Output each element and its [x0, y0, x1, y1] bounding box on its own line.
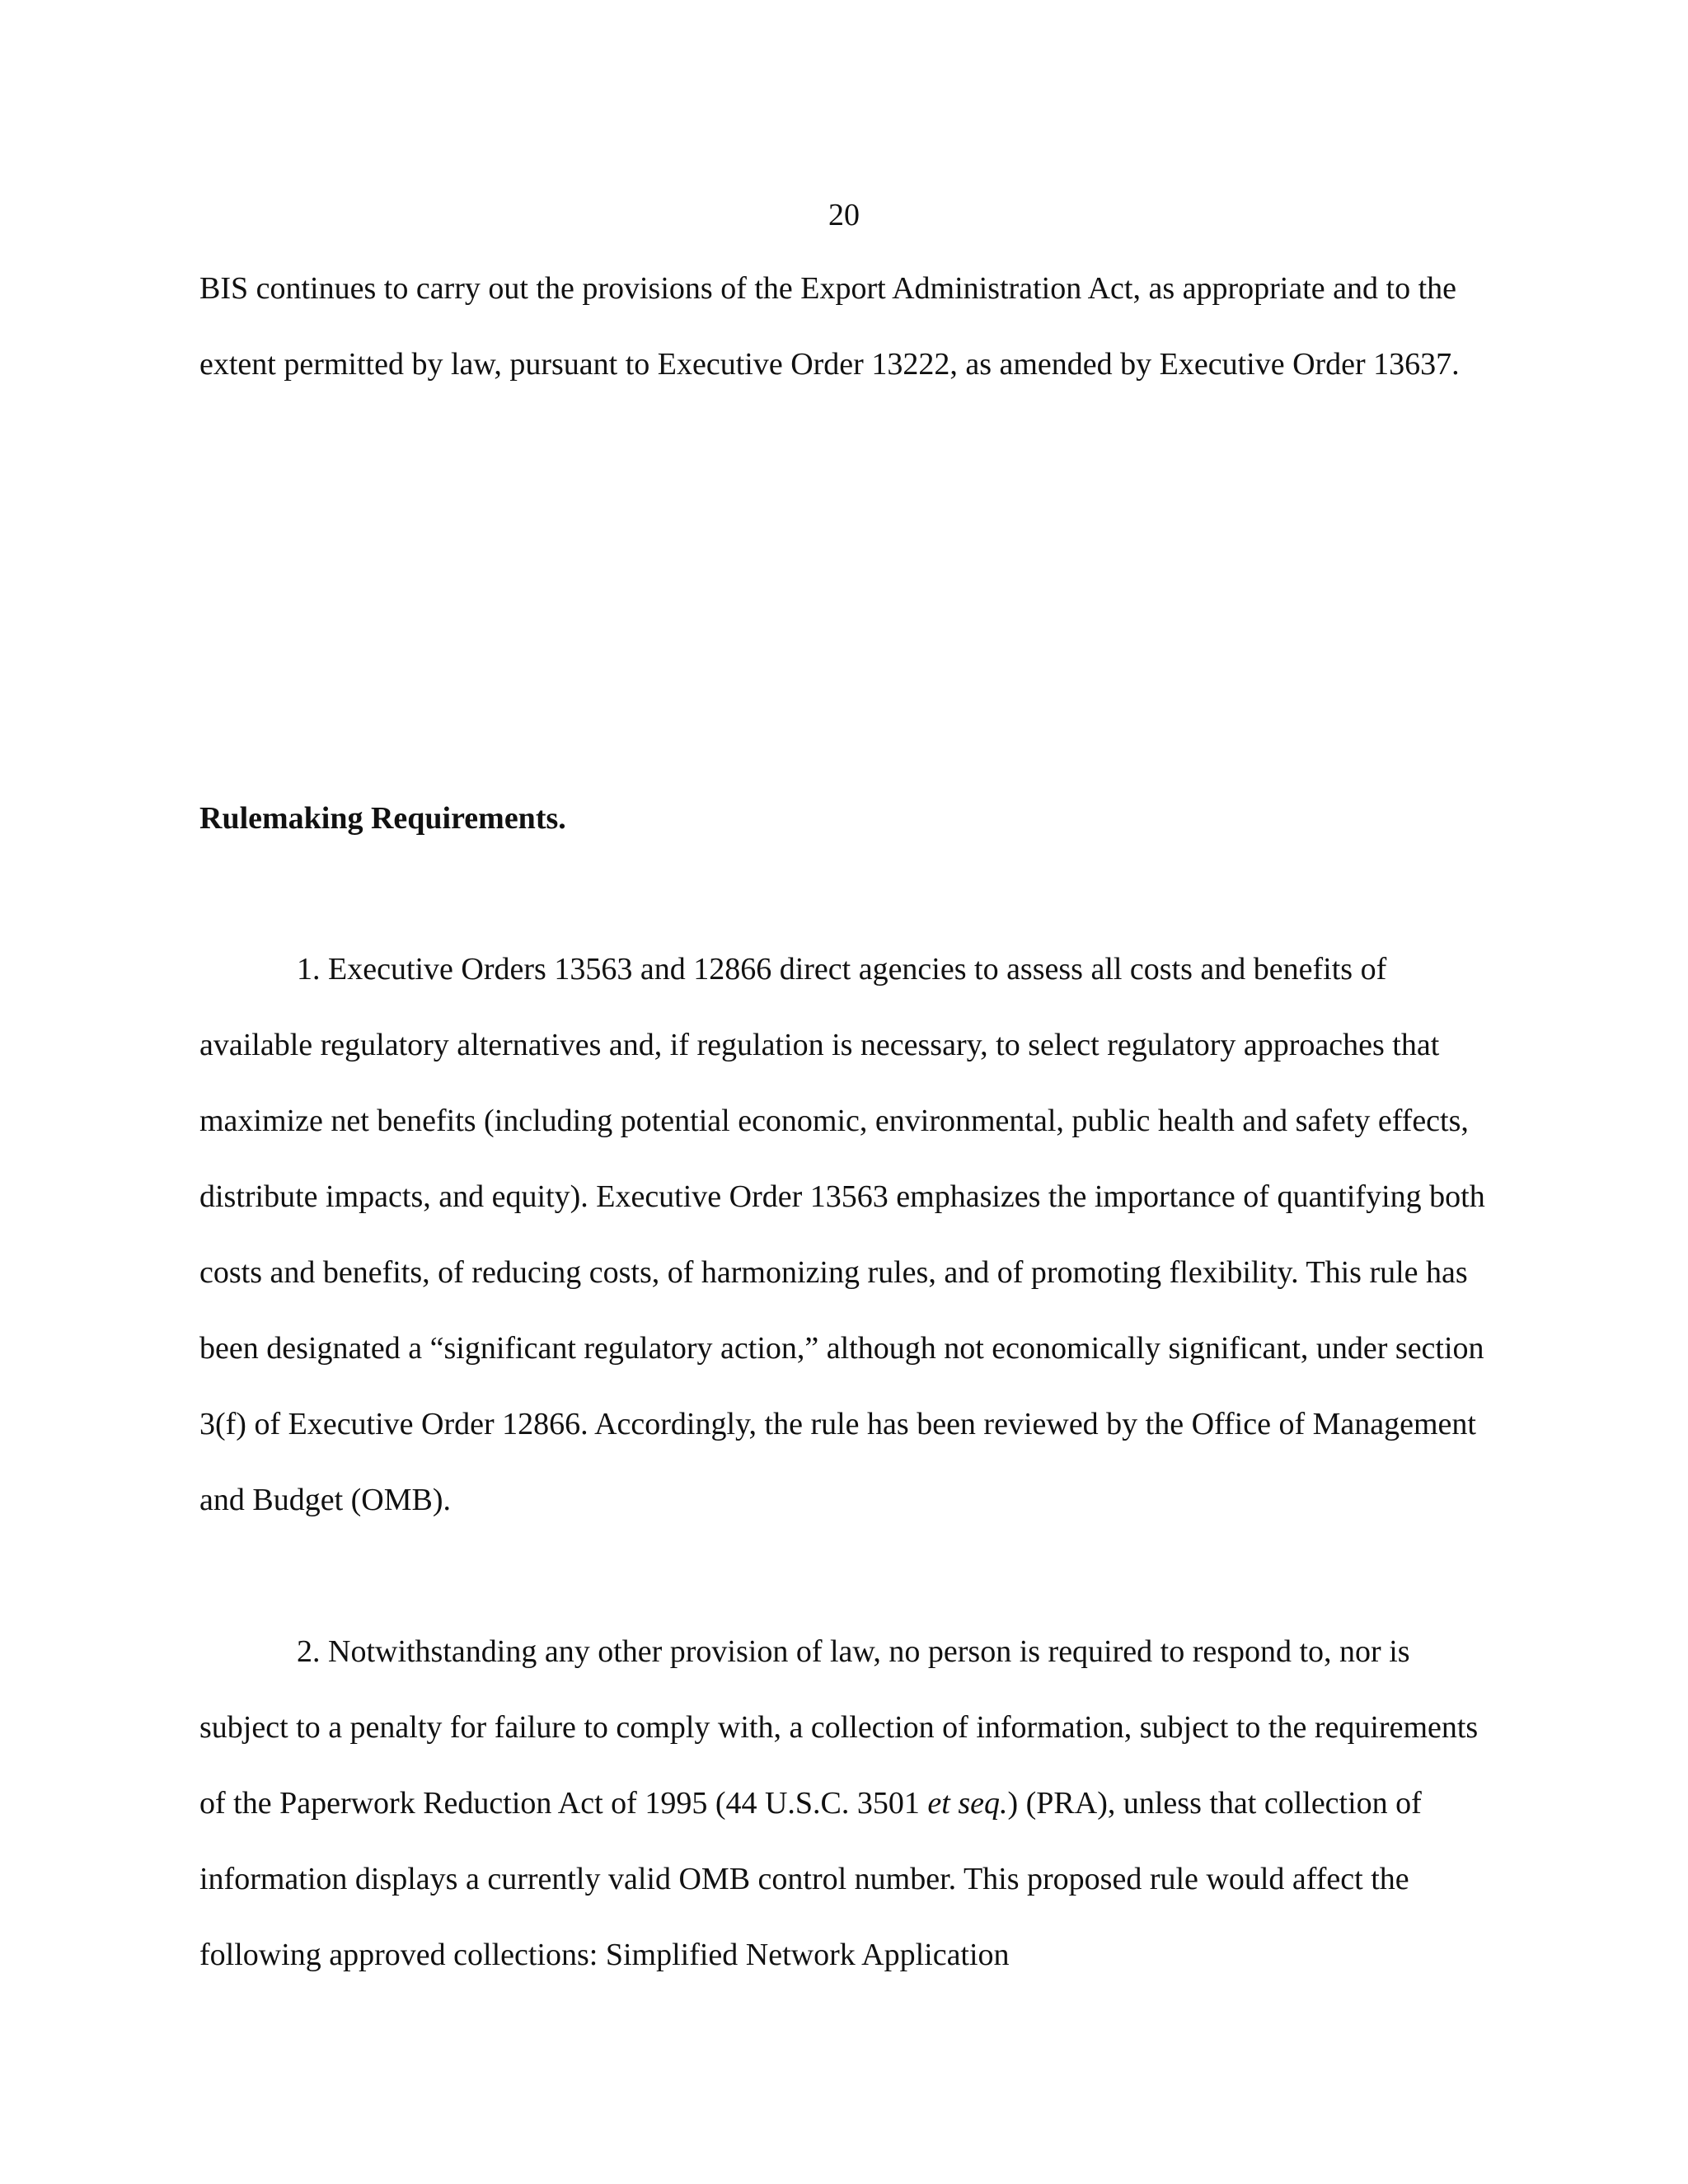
paragraph-2-italic-text: et seq.	[927, 1786, 1008, 1821]
paragraph-2-text-end: ) (PRA), unless that collection of information displays a currently valid OMB control number. This proposed rule would affect the following approved collections: Simplified Network Application	[199, 1786, 1422, 1972]
paragraph-1: 1. Executive Orders 13563 and 12866 direct agencies to assess all costs and benefits of available regulatory alternatives and, if regulation is necessary, to select regulatory approaches that maximize net benefits (including potential economic, environmental, public health and safety effects, distribute impacts, and equity). Executive Order 13563 emphasizes the importance of quantifying both costs and benefits, of reducing costs, of harmonizing rules, and of promoting flexibility. This rule has been designated a “significant regulatory action,” although not economically significant, under section 3(f) of Executive Order 12866. Accordingly, the rule has been reviewed by the Office of Management and Budget (OMB).	[199, 952, 1485, 1517]
paragraph-2	[199, 1614, 1502, 1993]
section-heading: Rulemaking Requirements.	[199, 801, 566, 836]
paragraph-2-text-start: 2. Notwithstanding any other provision of law, no person is required to respond to, nor is subject to a penalty for failure to comply with, a collection of information, subject to the requirements of the Paperwork Reduction Act of 1995 (44 U.S.C. 3501	[199, 1634, 1479, 1821]
continued-paragraph: BIS continues to carry out the provisions of the Export Administration Act, as appropriate and to the extent permitted by law, pursuant to Executive Order 13222, as amended by Executive Order 13637.	[199, 271, 1460, 382]
page-number: 20	[828, 198, 860, 232]
